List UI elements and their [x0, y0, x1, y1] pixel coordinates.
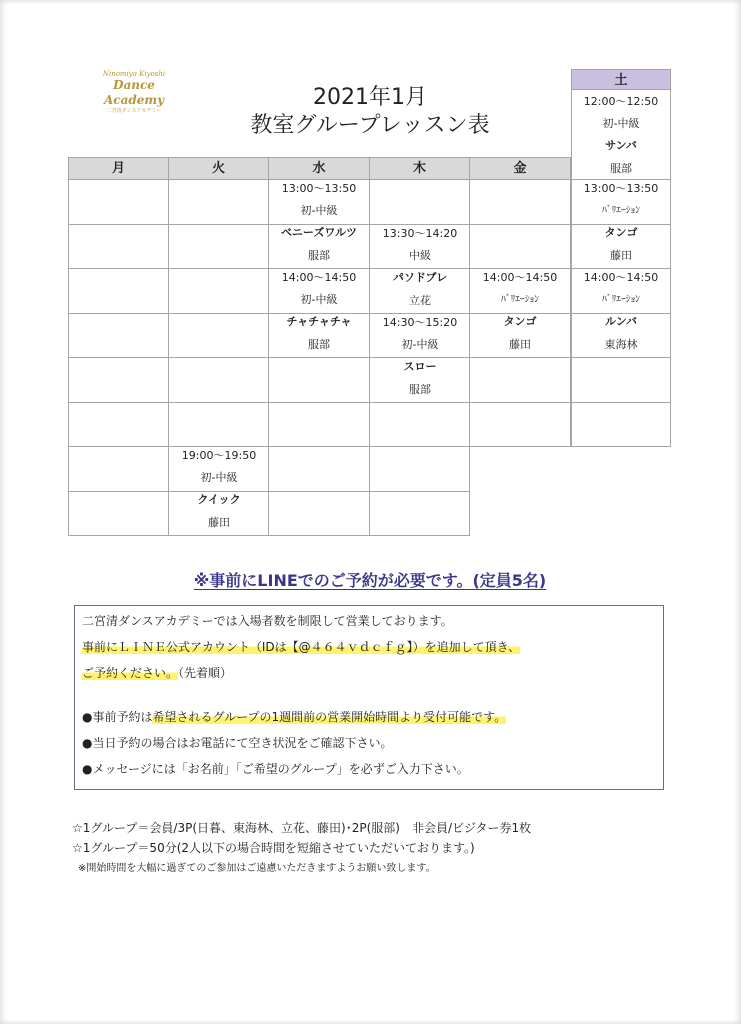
- lesson-fri1-level: ﾊﾞﾘｴｰｼｮﾝ: [500, 294, 539, 306]
- grid-cell-wed-5: [269, 403, 370, 447]
- lesson-thu1-dance: パソドブレ: [392, 271, 448, 285]
- lesson-sat1-level: 初-中級: [602, 117, 640, 131]
- info-line5: ●当日予約の場合はお電話にて空き状況をご確認下さい。: [82, 736, 393, 750]
- grid-cell-thu-5: [370, 403, 470, 447]
- lesson-sat3-level: ﾊﾞﾘｴｰｼｮﾝ: [601, 294, 640, 306]
- lesson-wed1-dance: ベニーズワルツ: [280, 226, 358, 240]
- logo-line2: Dance Academy: [103, 78, 165, 107]
- lesson-wed2-time: 14:00〜14:50: [281, 271, 357, 284]
- footer-line3: ※開始時間を大幅に過ぎてのご参加はご遠慮いただきますようお願い致します。: [78, 863, 436, 874]
- page-title: [200, 84, 540, 140]
- lesson-thu1-level: 中級: [409, 249, 431, 263]
- info-line1: 二宮清ダンスアカデミーでは入場者数を制限して営業しております。: [82, 614, 453, 628]
- lesson-fri1-dance: タンゴ: [503, 315, 537, 329]
- day-label-sat: 土: [614, 73, 628, 88]
- lesson-thu2-teacher: 服部: [409, 382, 431, 396]
- info-line3: [82, 664, 232, 682]
- grid-cell-mon-7: [68, 492, 169, 536]
- lesson-sat1-time: 12:00〜12:50: [583, 95, 659, 108]
- info-line2: [82, 638, 520, 656]
- lesson-sat2-teacher: 藤田: [610, 248, 632, 262]
- grid-cell-wed-7: [269, 492, 370, 536]
- grid-cell-mon-5: [68, 403, 169, 447]
- lesson-sat2-level: ﾊﾞﾘｴｰｼｮﾝ: [601, 205, 640, 217]
- lesson-thu2-time: 14:30〜15:20: [382, 316, 458, 329]
- grid-cell-fri-0: [470, 180, 571, 225]
- day-label-thu: 木: [412, 161, 426, 176]
- grid-cell-thu-6: [370, 447, 470, 492]
- info-line4-highlight: 希望されるグループの1週間前の営業開始時間より受付可能です。: [152, 710, 507, 724]
- academy-logo: [84, 70, 184, 114]
- logo-line1: Ninomiya Kiyoshi: [102, 70, 166, 78]
- lesson-sat2-time: 13:00〜13:50: [583, 182, 659, 195]
- lesson-tue1-time: 19:00〜19:50: [181, 449, 257, 462]
- grid-cell-wed-4: [269, 358, 370, 403]
- grid-cell-tue-5: [169, 403, 269, 447]
- grid-cell-tue-3: [169, 314, 269, 358]
- info-line4-pre: ●事前予約は: [82, 710, 153, 724]
- lesson-fri1-time: 14:00〜14:50: [482, 271, 558, 284]
- grid-cell-fri-4: [470, 358, 571, 403]
- grid-cell-mon-2: [68, 269, 169, 314]
- grid-cell-tue-2: [169, 269, 269, 314]
- day-label-mon: 月: [111, 161, 125, 176]
- lesson-sat3-time: 14:00〜14:50: [583, 271, 659, 284]
- day-header-wed: [269, 157, 370, 180]
- day-label-fri: 金: [513, 161, 527, 176]
- lesson-wed1-teacher: 服部: [308, 248, 330, 262]
- grid-cell-sat-5: [571, 403, 671, 447]
- footer-line2: ☆1グループ＝50分(2人以下の場合時間を短縮させていただいております。): [72, 841, 475, 855]
- grid-cell-mon-4: [68, 358, 169, 403]
- title-month: 2021年1月: [313, 85, 427, 110]
- grid-cell-tue-1: [169, 225, 269, 269]
- grid-cell-wed-6: [269, 447, 370, 492]
- title-main: 教室グループレッスン表: [250, 113, 490, 138]
- grid-cell-tue-4: [169, 358, 269, 403]
- lesson-thu1-time: 13:30〜14:20: [382, 227, 458, 240]
- day-header-sat: [571, 69, 671, 90]
- lesson-thu2-dance: スロー: [403, 360, 437, 374]
- grid-cell-sat-4: [571, 358, 671, 403]
- grid-cell-mon-3: [68, 314, 169, 358]
- lesson-wed1-time: 13:00〜13:50: [281, 182, 357, 195]
- lesson-sat2-dance: タンゴ: [604, 226, 638, 240]
- lesson-sat1-teacher: 服部: [610, 161, 632, 175]
- lesson-fri1-teacher: 藤田: [509, 337, 531, 351]
- grid-cell-thu-7: [370, 492, 470, 536]
- day-header-thu: [370, 157, 470, 180]
- grid-cell-thu-0: [370, 180, 470, 225]
- lesson-wed2-level: 初-中級: [300, 293, 338, 307]
- lesson-tue1-teacher: 藤田: [208, 515, 230, 529]
- info-line6: ●メッセージには「お名前」「ご希望のグループ」を必ずご入力下さい。: [82, 762, 469, 776]
- lesson-thu2-level: 初-中級: [401, 338, 439, 352]
- grid-cell-tue-0: [169, 180, 269, 225]
- lesson-sat1-dance: サンバ: [605, 139, 637, 153]
- lesson-thu1-teacher: 立花: [409, 293, 431, 307]
- lesson-wed2-teacher: 服部: [308, 337, 330, 351]
- grid-cell-fri-5: [470, 403, 571, 447]
- lesson-tue1-level: 初-中級: [200, 471, 238, 485]
- info-line3-rest: （先着順）: [178, 666, 233, 680]
- logo-line3: 二宮清ダンスアカデミー: [106, 108, 162, 114]
- day-header-fri: [470, 157, 571, 180]
- lesson-wed2-dance: チャチャチャ: [286, 315, 352, 329]
- grid-cell-mon-6: [68, 447, 169, 492]
- grid-cell-mon-1: [68, 225, 169, 269]
- lesson-tue1-dance: クイック: [197, 493, 241, 507]
- day-header-tue: [169, 157, 269, 180]
- lesson-sat3-teacher: 東海林: [604, 337, 638, 351]
- day-label-tue: 火: [211, 161, 225, 176]
- footer-line1: ☆1グループ＝会員/3P(日暮、東海林、立花、藤田)･2P(服部) 非会員/ビジター券1枚: [72, 821, 532, 835]
- lesson-wed1-level: 初-中級: [300, 204, 338, 218]
- info-line4: [82, 708, 506, 726]
- info-line2-text: 事前にＬＩＮＥ公式アカウント（IDは【@４６４ｖｄｃｆｇ】）を追加して頂き、: [82, 640, 521, 654]
- line-reservation-notice: ※事前にLINEでのご予約が必要です。(定員5名): [193, 571, 547, 590]
- info-line3-highlight: ご予約ください。: [82, 666, 179, 680]
- day-label-wed: 水: [312, 161, 326, 176]
- grid-cell-fri-1: [470, 225, 571, 269]
- lesson-sat3-dance: ルンバ: [605, 315, 637, 329]
- grid-cell-mon-0: [68, 180, 169, 225]
- day-header-mon: [68, 157, 169, 180]
